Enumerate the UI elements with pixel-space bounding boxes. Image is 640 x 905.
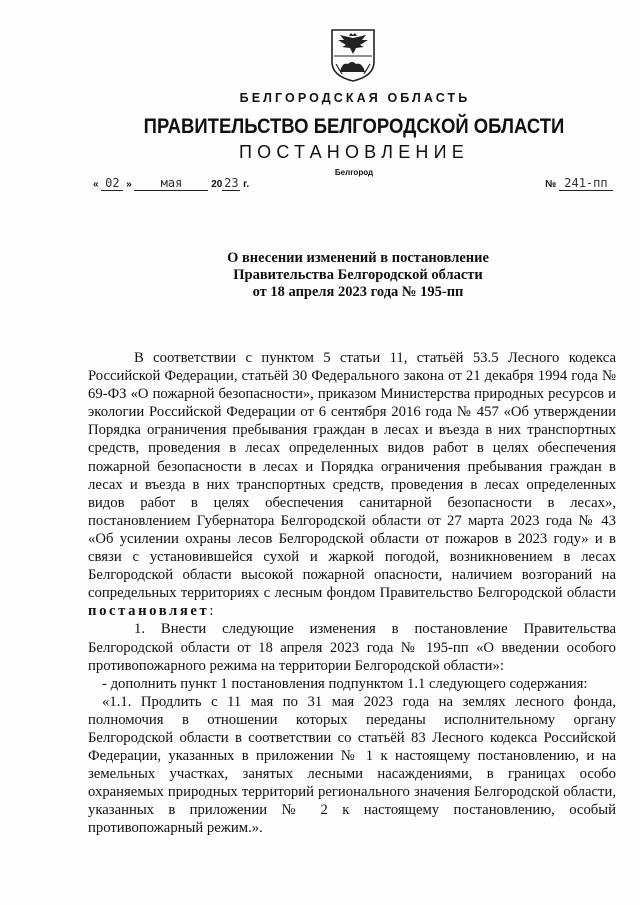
document-body <box>88 349 616 838</box>
belgorod-coat-of-arms-icon <box>330 28 376 82</box>
number-value: 241-пп <box>559 176 613 191</box>
document-number <box>545 176 613 191</box>
preamble-text: В соответствии с пунктом 5 статьи 11, статьёй 53.5 Лесного кодекса Российской Федерации, статьёй 30 Федерального закона от 21 декабря 1994 года № 69-ФЗ «О пожарной безопасности», приказом Министерства природных ресурсов и экологии Российской Федерации от 6 сентября 2016 года № 457 «Об утверждении Порядка ограничения пребывания граждан в лесах и въезда в них транспортных средств, проведения в лесах определенных видов работ в целях обеспечения пожарной безопасности в лесах и Порядка ограничения пребывания граждан в лесах и въезда в них транспортных средств, проведения в лесах определенных видов работ в целях обеспечения санитарной безопасности в лесах», постановлением Губернатора Белгородской области от 27 марта 2023 года № 43 «Об усилении охраны лесов Белгородской области от пожаров в 2023 году» и в связи с установившейся сухой и жаркой погодой, возникновением в лесах Белгородской области высокой пожарной опасности, наличием возгораний на сопредельных территориях с лесным фондом Правительство Белгородской области <box>88 350 616 602</box>
date-day: 02 <box>101 176 123 191</box>
city-name: Белгород <box>334 168 374 177</box>
date-close-quote: » <box>126 179 132 190</box>
document-type: ПОСТАНОВЛЕНИЕ <box>239 142 469 162</box>
preamble-paragraph <box>88 349 616 620</box>
amendment-intro-paragraph: - дополнить пункт 1 постановления подпунктом 1.1 следующего содержания: <box>102 675 588 692</box>
date-year-suffix: 23 <box>224 176 239 190</box>
region-name: БЕЛГОРОДСКАЯ ОБЛАСТЬ <box>239 91 471 105</box>
resolves-word: постановляет <box>88 603 210 620</box>
item-1-paragraph: 1. Внести следующие изменения в постановление Правительства Белгородской области от 18 апреля 2023 года № 195-пп «О введении особого противопожарного режима на территории Белгородской области»: <box>88 621 616 674</box>
preamble-colon: : <box>209 603 214 620</box>
date-year-abbr: г. <box>243 179 250 190</box>
amendment-text-paragraph: «1.1. Продлить с 11 мая по 31 мая 2023 года на землях лесного фонда, полномочия в отношении которых переданы исполнительному органу Белгородской области в соответствии со статьёй 83 Лесного кодекса Российской Федерации, указанных в приложении № 1 к настоящему постановлению, и на земельных участках, занятых лесными насаждениями, в границах особо охраняемых природных территорий регионального значения Белгородской области, указанных в приложении № 2 к настоящему постановлению, особый противопожарный режим.». <box>88 693 616 837</box>
date-year-prefix: 20 <box>211 179 223 190</box>
document-title <box>0 250 640 301</box>
document-date <box>93 176 249 191</box>
number-prefix: № <box>545 179 557 190</box>
government-name: ПРАВИТЕЛЬСТВО БЕЛГОРОДСКОЙ ОБЛАСТИ <box>143 114 565 138</box>
date-month: мая <box>134 176 208 191</box>
title-line: Правительства Белгородской области <box>233 267 483 283</box>
title-line: О внесении изменений в постановление <box>227 250 489 266</box>
date-open-quote: « <box>93 179 99 190</box>
title-line: от 18 апреля 2023 года № 195-пп <box>252 284 464 300</box>
